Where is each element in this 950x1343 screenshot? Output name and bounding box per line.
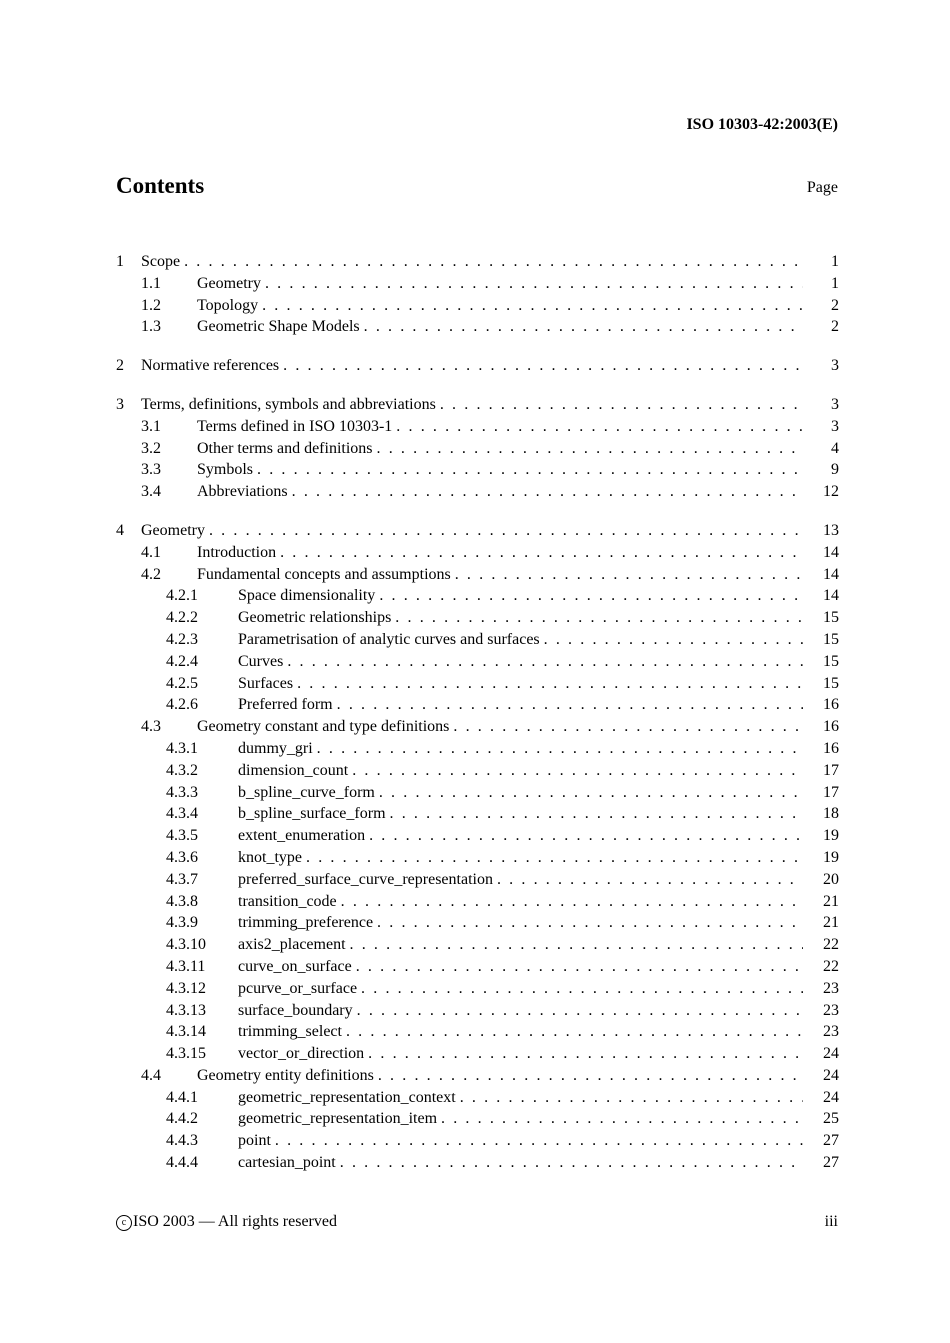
toc-entry[interactable] (116, 416, 839, 438)
toc-entry[interactable] (116, 978, 839, 1000)
toc-entry-page: 19 (823, 827, 839, 845)
toc-entry-page: 1 (831, 274, 839, 292)
toc-dot-leader (317, 738, 803, 760)
toc-entry[interactable] (116, 564, 839, 586)
toc-dot-leader (257, 459, 803, 481)
toc-entry-page: 17 (823, 761, 839, 779)
toc-entry-title: Space dimensionality (238, 585, 379, 607)
toc-entry[interactable] (116, 629, 839, 651)
toc-dot-leader (275, 1130, 803, 1152)
toc-dot-leader (378, 1065, 803, 1087)
toc-entry-page: 17 (823, 783, 839, 801)
toc-entry-page: 15 (823, 652, 839, 670)
toc-dot-leader (356, 956, 803, 978)
toc-entry-page: 27 (823, 1132, 839, 1150)
toc-entry-number: 4.3.8 (166, 892, 198, 910)
toc-entry-title: transition_code (238, 891, 341, 913)
toc-entry[interactable] (116, 316, 839, 338)
toc-entry-number: 4.3.6 (166, 848, 198, 866)
toc-entry[interactable] (116, 295, 839, 317)
toc-dot-leader (440, 394, 803, 416)
toc-entry-title: b_spline_curve_form (238, 782, 379, 804)
toc-entry-page: 3 (831, 417, 839, 435)
toc-dot-leader (209, 520, 803, 542)
toc-dot-leader (377, 912, 803, 934)
toc-dot-leader (350, 934, 803, 956)
toc-dot-leader (379, 585, 803, 607)
toc-entry[interactable] (116, 1087, 839, 1109)
toc-entry-title: axis2_placement (238, 934, 350, 956)
toc-entry-page: 16 (823, 718, 839, 736)
toc-entry[interactable] (116, 1152, 839, 1174)
toc-entry[interactable] (116, 355, 839, 377)
toc-dot-leader (292, 481, 803, 503)
toc-entry-number: 3 (116, 395, 124, 413)
toc-entry-title: Geometric Shape Models (197, 316, 364, 338)
toc-entry[interactable] (116, 934, 839, 956)
toc-entry-page: 24 (823, 1066, 839, 1084)
toc-entry-title: Symbols (197, 459, 257, 481)
toc-entry-title: cartesian_point (238, 1152, 340, 1174)
toc-entry-number: 4.4.2 (166, 1110, 198, 1128)
toc-entry-number: 4.3.10 (166, 936, 206, 954)
toc-entry-title: Geometry (197, 273, 265, 295)
toc-entry-number: 4.3.13 (166, 1001, 206, 1019)
toc-entry[interactable] (116, 481, 839, 503)
toc-entry[interactable] (116, 394, 839, 416)
footer-copyright (116, 1213, 337, 1231)
toc-entry-title: Preferred form (238, 694, 337, 716)
toc-entry-title: Geometric relationships (238, 607, 395, 629)
toc-entry[interactable] (116, 542, 839, 564)
toc-entry-page: 14 (823, 565, 839, 583)
toc-dot-leader (283, 355, 803, 377)
toc-entry[interactable] (116, 651, 839, 673)
toc-entry-number: 1.2 (141, 296, 161, 314)
toc-entry-title: Geometry entity definitions (197, 1065, 378, 1087)
toc-entry-number: 4.3.2 (166, 761, 198, 779)
toc-dot-leader (346, 1021, 803, 1043)
toc-entry[interactable] (116, 782, 839, 804)
toc-entry-title: Terms, definitions, symbols and abbreviations (141, 394, 440, 416)
toc-entry-page: 21 (823, 914, 839, 932)
toc-entry-page: 20 (823, 870, 839, 888)
toc-entry[interactable] (116, 1043, 839, 1065)
toc-entry[interactable] (116, 956, 839, 978)
toc-entry-number: 3.3 (141, 461, 161, 479)
toc-entry-page: 14 (823, 587, 839, 605)
toc-entry-title: preferred_surface_curve_representation (238, 869, 497, 891)
toc-entry-title: Normative references (141, 355, 283, 377)
toc-entry[interactable] (116, 738, 839, 760)
toc-entry-number: 4.3.11 (166, 957, 206, 975)
toc-entry-number: 4.4.3 (166, 1132, 198, 1150)
toc-entry-title: Geometry constant and type definitions (197, 716, 453, 738)
toc-entry[interactable] (116, 273, 839, 295)
toc-entry[interactable] (116, 825, 839, 847)
toc-entry-title: Abbreviations (197, 481, 292, 503)
toc-entry-title: b_spline_surface_form (238, 803, 390, 825)
toc-entry-title: Surfaces (238, 673, 297, 695)
toc-entry-title: geometric_representation_context (238, 1087, 460, 1109)
toc-entry-page: 22 (823, 957, 839, 975)
toc-dot-leader (390, 803, 803, 825)
toc-dot-leader (297, 673, 803, 695)
toc-entry[interactable] (116, 869, 839, 891)
toc-entry-page: 16 (823, 739, 839, 757)
toc-entry-page: 27 (823, 1154, 839, 1172)
toc-entry-title: curve_on_surface (238, 956, 356, 978)
toc-entry-page: 15 (823, 630, 839, 648)
copyright-text: ISO 2003 — All rights reserved (133, 1213, 337, 1230)
toc-entry-number: 4.2.4 (166, 652, 198, 670)
toc-entry-title: dummy_gri (238, 738, 317, 760)
toc-entry-title: Topology (197, 295, 262, 317)
toc-entry-title: surface_boundary (238, 1000, 357, 1022)
toc-dot-leader (262, 295, 803, 317)
toc-entry[interactable] (116, 716, 839, 738)
toc-entry-title: trimming_preference (238, 912, 377, 934)
toc-entry[interactable] (116, 459, 839, 481)
toc-entry-page: 24 (823, 1045, 839, 1063)
toc-entry-number: 4.2.5 (166, 674, 198, 692)
toc-dot-leader (280, 542, 803, 564)
toc-entry-title: dimension_count (238, 760, 352, 782)
toc-entry[interactable] (116, 1021, 839, 1043)
toc-entry[interactable] (116, 912, 839, 934)
toc-entry-page: 15 (823, 674, 839, 692)
toc-dot-leader (441, 1108, 803, 1130)
toc-dot-leader (340, 1152, 803, 1174)
toc-entry-number: 4.4 (141, 1066, 161, 1084)
toc-entry-page: 9 (831, 461, 839, 479)
toc-dot-leader (368, 1043, 803, 1065)
toc-entry-number: 4.3.5 (166, 827, 198, 845)
toc-entry-page: 24 (823, 1088, 839, 1106)
toc-dot-leader (396, 416, 803, 438)
toc-entry-page: 18 (823, 805, 839, 823)
toc-entry-title: Geometry (141, 520, 209, 542)
toc-entry-number: 3.4 (141, 483, 161, 501)
toc-entry-page: 25 (823, 1110, 839, 1128)
toc-entry-number: 4.1 (141, 543, 161, 561)
toc-dot-leader (341, 891, 803, 913)
toc-entry[interactable] (116, 1130, 839, 1152)
toc-dot-leader (544, 629, 803, 651)
toc-entry-number: 1 (116, 253, 124, 270)
toc-entry-number: 4.3.9 (166, 914, 198, 932)
toc-entry-title: Introduction (197, 542, 280, 564)
toc-entry-title: geometric_representation_item (238, 1108, 441, 1130)
toc-entry[interactable] (116, 520, 839, 542)
toc-entry-title: extent_enumeration (238, 825, 369, 847)
toc-entry[interactable] (116, 251, 839, 273)
toc-entry-title: pcurve_or_surface (238, 978, 361, 1000)
toc-entry-title: Other terms and definitions (197, 438, 377, 460)
toc-entry[interactable] (116, 673, 839, 695)
contents-title: Contents (116, 173, 205, 198)
toc-entry-number: 2 (116, 357, 124, 375)
toc-entry-page: 3 (831, 357, 839, 375)
toc-dot-leader (395, 607, 803, 629)
toc-entry-number: 1.1 (141, 274, 161, 292)
footer-page-number: iii (824, 1213, 838, 1230)
toc-entry-number: 4.2.6 (166, 696, 198, 714)
toc-entry-page: 2 (831, 318, 839, 336)
toc-entry-number: 4.2.1 (166, 587, 198, 605)
toc-dot-leader (369, 825, 803, 847)
toc-entry-page: 23 (823, 1023, 839, 1041)
toc-dot-leader (379, 782, 803, 804)
toc-entry-page: 2 (831, 296, 839, 314)
toc-entry-number: 4.4.4 (166, 1154, 198, 1172)
toc-entry-number: 3.1 (141, 417, 161, 435)
toc-dot-leader (364, 316, 803, 338)
toc-entry-title: Terms defined in ISO 10303-1 (197, 416, 396, 438)
toc-entry-page: 12 (823, 483, 839, 501)
toc-dot-leader (184, 251, 803, 273)
toc-entry-page: 1 (831, 253, 839, 270)
toc-entry-page: 16 (823, 696, 839, 714)
toc-dot-leader (460, 1087, 803, 1109)
toc-dot-leader (377, 438, 803, 460)
copyright-icon: c (116, 1215, 132, 1231)
toc-entry-number: 3.2 (141, 439, 161, 457)
toc-entry-page: 21 (823, 892, 839, 910)
toc-entry-title: Parametrisation of analytic curves and surfaces (238, 629, 544, 651)
table-of-contents (116, 251, 839, 1174)
toc-entry-title: point (238, 1130, 275, 1152)
toc-dot-leader (306, 847, 803, 869)
toc-entry-number: 4.3.1 (166, 739, 198, 757)
toc-entry[interactable] (116, 607, 839, 629)
toc-entry-number: 4.3.7 (166, 870, 198, 888)
toc-entry[interactable] (116, 847, 839, 869)
toc-entry-page: 14 (823, 543, 839, 561)
toc-entry-title: knot_type (238, 847, 306, 869)
toc-entry-number: 4.3.14 (166, 1023, 206, 1041)
toc-entry-number: 4.4.1 (166, 1088, 198, 1106)
toc-entry-number: 4 (116, 521, 124, 539)
toc-entry-title: Scope (141, 251, 184, 273)
toc-entry-number: 4.3.3 (166, 783, 198, 801)
toc-dot-leader (337, 694, 803, 716)
toc-entry-number: 4.3.15 (166, 1045, 206, 1063)
toc-entry-page: 23 (823, 1001, 839, 1019)
toc-entry-title: trimming_select (238, 1021, 346, 1043)
toc-entry[interactable] (116, 1108, 839, 1130)
toc-dot-leader (357, 1000, 803, 1022)
toc-entry-number: 4.2.2 (166, 609, 198, 627)
toc-entry-page: 3 (831, 395, 839, 413)
toc-entry-page: 23 (823, 979, 839, 997)
toc-entry[interactable] (116, 1065, 839, 1087)
toc-entry-number: 4.3.12 (166, 979, 206, 997)
toc-entry-title: Curves (238, 651, 287, 673)
toc-entry-title: Fundamental concepts and assumptions (197, 564, 455, 586)
toc-dot-leader (497, 869, 803, 891)
toc-entry-title: vector_or_direction (238, 1043, 368, 1065)
toc-dot-leader (265, 273, 803, 295)
toc-entry[interactable] (116, 585, 839, 607)
toc-entry[interactable] (116, 891, 839, 913)
toc-dot-leader (361, 978, 803, 1000)
toc-entry[interactable] (116, 760, 839, 782)
toc-entry[interactable] (116, 803, 839, 825)
document-id: ISO 10303-42:2003(E) (686, 116, 838, 133)
toc-dot-leader (287, 651, 803, 673)
toc-dot-leader (352, 760, 803, 782)
toc-entry-page: 15 (823, 609, 839, 627)
toc-entry-number: 1.3 (141, 318, 161, 336)
toc-entry[interactable] (116, 438, 839, 460)
toc-entry-page: 22 (823, 936, 839, 954)
toc-entry[interactable] (116, 694, 839, 716)
toc-entry[interactable] (116, 1000, 839, 1022)
toc-entry-number: 4.3 (141, 718, 161, 736)
toc-dot-leader (453, 716, 803, 738)
toc-entry-number: 4.2 (141, 565, 161, 583)
toc-entry-page: 13 (823, 521, 839, 539)
toc-entry-number: 4.2.3 (166, 630, 198, 648)
toc-entry-page: 19 (823, 848, 839, 866)
toc-dot-leader (455, 564, 803, 586)
toc-entry-number: 4.3.4 (166, 805, 198, 823)
toc-entry-page: 4 (831, 439, 839, 457)
page-column-label: Page (806, 179, 838, 196)
